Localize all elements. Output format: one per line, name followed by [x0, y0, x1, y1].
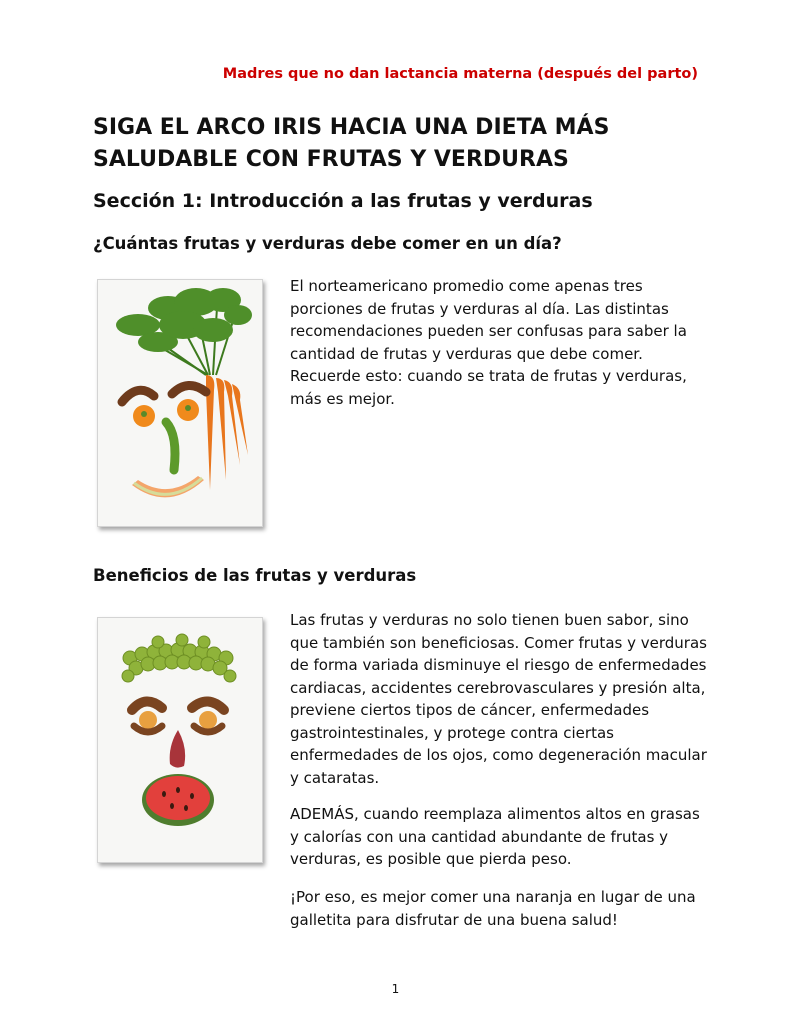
question-heading: ¿Cuántas frutas y verduras debe comer en un día? — [93, 234, 562, 253]
page-title — [93, 112, 693, 176]
benefits-paragraph-2: ADEMÁS, cuando reemplaza alimentos altos en grasas y calorías con una cantidad abundante de frutas y verduras, es posible que pierda peso. — [290, 805, 700, 868]
benefits-paragraph-3: ¡Por eso, es mejor comer una naranja en lugar de una galletita para disfrutar de una buena salud! — [290, 888, 696, 929]
section-title: Sección 1: Introducción a las frutas y verduras — [93, 190, 593, 212]
page-title-line-1: SIGA EL ARCO IRIS HACIA UNA DIETA MÁS — [93, 115, 610, 140]
intro-paragraph: El norteamericano promedio come apenas tres porciones de frutas y verduras al día. Las distintas recomendaciones pueden ser confusas para saber la cantidad de frutas y verduras que debe comer. Recuerde esto: cuando se trata de frutas y verduras, más es mejor. — [290, 277, 687, 408]
carrot-face-photo — [97, 279, 263, 527]
benefits-heading: Beneficios de las frutas y verduras — [93, 566, 417, 585]
benefits-paragraph-1: Las frutas y verduras no solo tienen buen sabor, sino que también son beneficiosas. Comer frutas y verduras de forma variada disminuye el riesgo de enfermedades cardiacas, accidentes cerebrovasculares y presión alta, previene ciertos tipos de cáncer, enfermedades gastrointestinales, y protege contra ciertas enfermedades de los ojos, como degeneración macular y cataratas. — [290, 611, 707, 787]
carrot-face-illustration — [98, 280, 262, 526]
grape-face-photo — [97, 617, 263, 863]
header-note: Madres que no dan lactancia materna (después del parto) — [222, 66, 698, 82]
page-title-line-2: SALUDABLE CON FRUTAS Y VERDURAS — [93, 147, 569, 172]
grape-face-illustration — [98, 618, 262, 862]
page-number: 1 — [391, 982, 400, 996]
